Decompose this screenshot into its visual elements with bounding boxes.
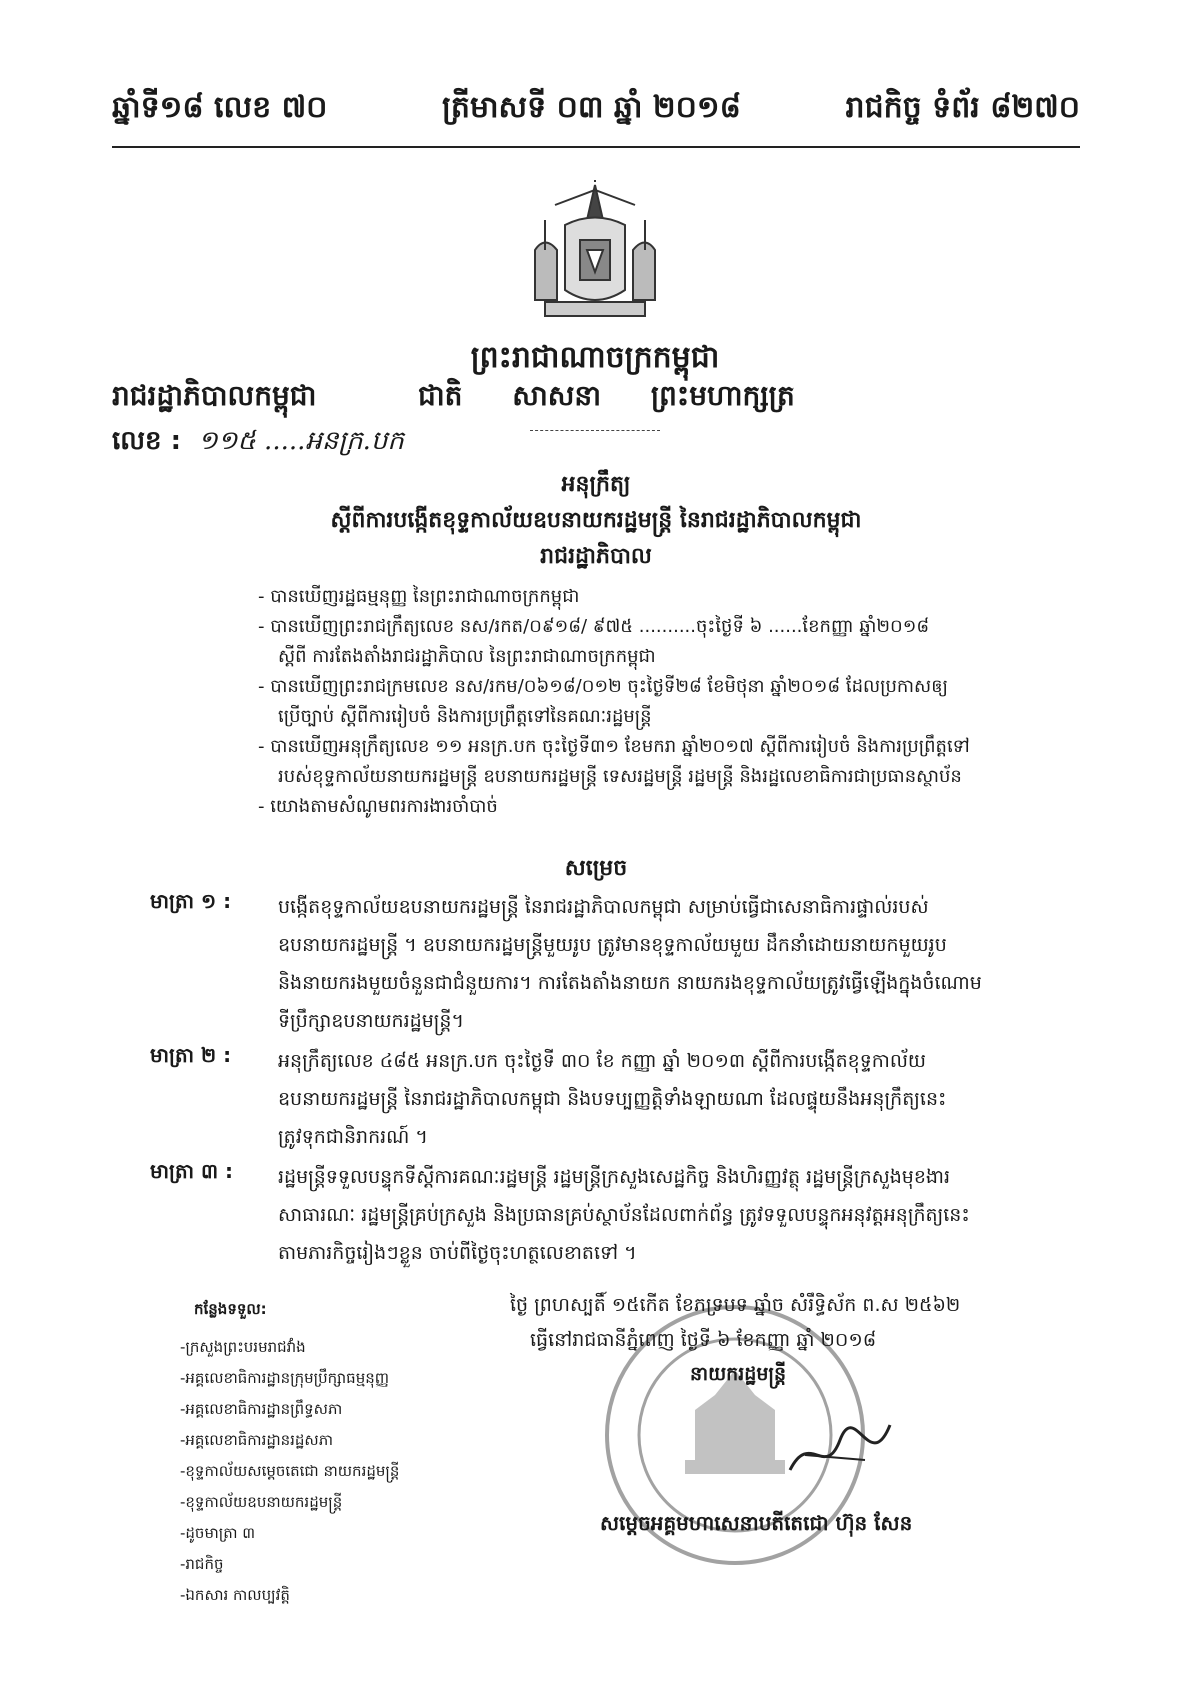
reference-value: ១១៥ .....អនក្រ.បក [198,426,404,456]
recipient-item: -ក្រសួងព្រះបរមរាជវាំង [180,1338,306,1356]
national-motto [418,378,835,419]
recipient-item: -ឯកសារ កាលប្បវត្តិ [180,1586,290,1604]
signer-name: សម្ដេចអគ្គមហាសេនាបតីតេជោ ហ៊ុន សែន [600,1511,913,1535]
gazette-header [112,88,1080,138]
preamble-item: - បានឃើញព្រះរាជក្រមលេខ នស/រកម/០៦១៨/០១២ ចុះថ្ងៃទី២៨ ខែមិថុនា ឆ្នាំ២០១៨ ដែលប្រកាសឲ្យ ប្រើច្បាប់ ស្ដីពីការរៀបចំ និងការប្រព្រឹត្តទៅនៃគណៈរដ្ឋមន្ត្រី [258,676,948,727]
motto-religion: សាសនា [512,379,602,412]
royal-emblem-icon [515,180,675,330]
recipient-item: -ខុទ្ទកាល័យឧបនាយករដ្ឋមន្ត្រី [180,1493,343,1511]
preamble-item: - បានឃើញព្រះរាជក្រឹត្យលេខ នស/រកត/០៩១៨/ ៩៧៥ ..........ចុះថ្ងៃទី ៦ ......ខែកញ្ញា ឆ្នាំ២០១៨ ស្ដីពី ការតែងតាំងរាជរដ្ឋាភិបាល នៃព្រះរាជាណាចក្រកម្ពុជា [258,616,930,667]
preamble-item: - យោងតាមសំណូមពរការងារចាំបាច់ [258,796,498,817]
article-body: អនុក្រឹត្យលេខ ៤៨៥ អនក្រ.បក ចុះថ្ងៃទី ៣០ ខែ កញ្ញា ឆ្នាំ ២០១៣ ស្ដីពីការបង្កើតខុទ្ទកាល័យ ឧបនាយករដ្ឋមន្ត្រី នៃរាជរដ្ឋាភិបាលកម្ពុជា និងបទប្បញ្ញត្តិទាំងឡាយណា ដែលផ្ទុយនឹងអនុក្រឹត្យនេះ ត្រូវទុកជានិរាករណ៍ ។ [278,1050,947,1148]
handwritten-signature-icon [780,1410,900,1490]
preamble-item: - បានឃើញអនុក្រឹត្យលេខ ១១ អនក្រ.បក ចុះថ្ងៃទី៣១ ខែមករា ឆ្នាំ២០១៧ ស្ដីពីការរៀបចំ និងការប្រព្រឹត្តទៅ របស់ខុទ្ទកាល័យនាយករដ្ឋមន្ត្រី ឧបនាយករដ្ឋមន្ត្រី ទេសរដ្ឋមន្ត្រី រដ្ឋមន្ត្រី និងរដ្ឋលេខាធិការជាប្រធានស្ថាប័ន [258,736,970,787]
preamble-list [258,582,1058,822]
recipient-item: -អគ្គលេខាធិការដ្ឋានព្រឹទ្ធសភា [180,1400,343,1418]
recipient-item: -អគ្គលេខាធិការដ្ឋានរដ្ឋសភា [180,1431,333,1449]
reference-number [112,424,404,462]
issuing-body: រាជរដ្ឋាភិបាល [540,544,652,569]
decree-subject: ស្ដីពីការបង្កើតខុទ្ទកាល័យឧបនាយករដ្ឋមន្ត្រី នៃរាជរដ្ឋាភិបាលកម្ពុជា [330,508,862,533]
motto-nation: ជាតិ [418,379,463,412]
article-label: មាត្រា ១ : [150,889,232,913]
kingdom-name: ព្រះរាជាណាចក្រកម្ពុជា [470,340,720,375]
gazette-page: រាជកិច្ច ទំព័រ ៨២៧០ [845,90,1080,125]
article-body: រដ្ឋមន្ត្រីទទួលបន្ទុកទីស្ដីការគណៈរដ្ឋមន្ត្រី រដ្ឋមន្ត្រីក្រសួងសេដ្ឋកិច្ច និងហិរញ្ញវត្ថុ រដ្ឋមន្ត្រីក្រសួងមុខងារ សាធារណៈ រដ្ឋមន្ត្រីគ្រប់ក្រសួង និងប្រធានគ្រប់ស្ថាប័នដែលពាក់ព័ន្ធ ត្រូវទទួលបន្ទុកអនុវត្តអនុក្រឹត្យនេះ តាមភារកិច្ចរៀងៗខ្លួន ចាប់ពីថ្ងៃចុះហត្ថលេខាតទៅ ។ [278,1166,970,1264]
recipients-heading: កន្លែងទទួល: [194,1300,267,1318]
preamble-item: - បានឃើញរដ្ឋធម្មនុញ្ញ នៃព្រះរាជាណាចក្រកម្ពុជា [258,586,580,607]
motto-divider [530,430,660,431]
reference-label: លេខ : [112,426,181,456]
article-label: មាត្រា ៣ : [150,1159,234,1183]
government-name: រាជរដ្ឋាភិបាលកម្ពុជា [112,379,317,412]
recipients-block [180,1300,399,1611]
signer-title: នាយករដ្ឋមន្ត្រី [690,1363,787,1385]
motto-king: ព្រះមហាក្សត្រ [650,379,795,412]
header-divider [112,146,1080,148]
lunar-date: ថ្ងៃ ព្រហស្បតិ៍ ១៥កើត ខែភទ្របទ ឆ្នាំច សំរឹទ្ធិស័ក ព.ស ២៥៦២ [510,1294,961,1316]
recipient-item: -រាជកិច្ច [180,1555,224,1573]
article-body: បង្កើតខុទ្ទកាល័យឧបនាយករដ្ឋមន្ត្រី នៃរាជរដ្ឋាភិបាលកម្ពុជា សម្រាប់ធ្វើជាសេនាធិការផ្ទាល់របស់ ឧបនាយករដ្ឋមន្ត្រី ។ ឧបនាយករដ្ឋមន្ត្រីមួយរូប ត្រូវមានខុទ្ទកាល័យមួយ ដឹកនាំដោយនាយកមួយរូប និងនាយករងមួយចំនួនជាជំនួយការ។ ការតែងតាំងនាយក នាយករងខុទ្ទកាល័យត្រូវធ្វើឡើងក្នុងចំណោម ទីប្រឹក្សាឧបនាយករដ្ឋមន្ត្រី។ [278,896,982,1032]
recipient-item: -អគ្គលេខាធិការដ្ឋានក្រុមប្រឹក្សាធម្មនុញ្ញ [180,1369,390,1387]
recipient-item: -ខុទ្ទកាល័យសម្ដេចតេជោ នាយករដ្ឋមន្ត្រី [180,1462,400,1480]
recipient-item: -ដូចមាត្រា ៣ [180,1524,256,1542]
gazette-issue: ឆ្នាំទី១៨ លេខ ៧០ [112,90,328,125]
decision-heading: សម្រេច [564,856,628,881]
decree-type: អនុក្រឹត្យ [561,472,631,497]
article-label: មាត្រា ២ : [150,1043,232,1067]
gazette-quarter: ត្រីមាសទី ០៣ ឆ្នាំ ២០១៨ [442,90,741,125]
signing-place-date: ធ្វើនៅរាជធានីភ្នំពេញ ថ្ងៃទី ៦ ខែកញ្ញា ឆ្នាំ ២០១៨ [530,1329,877,1351]
recipients-list [180,1332,399,1611]
